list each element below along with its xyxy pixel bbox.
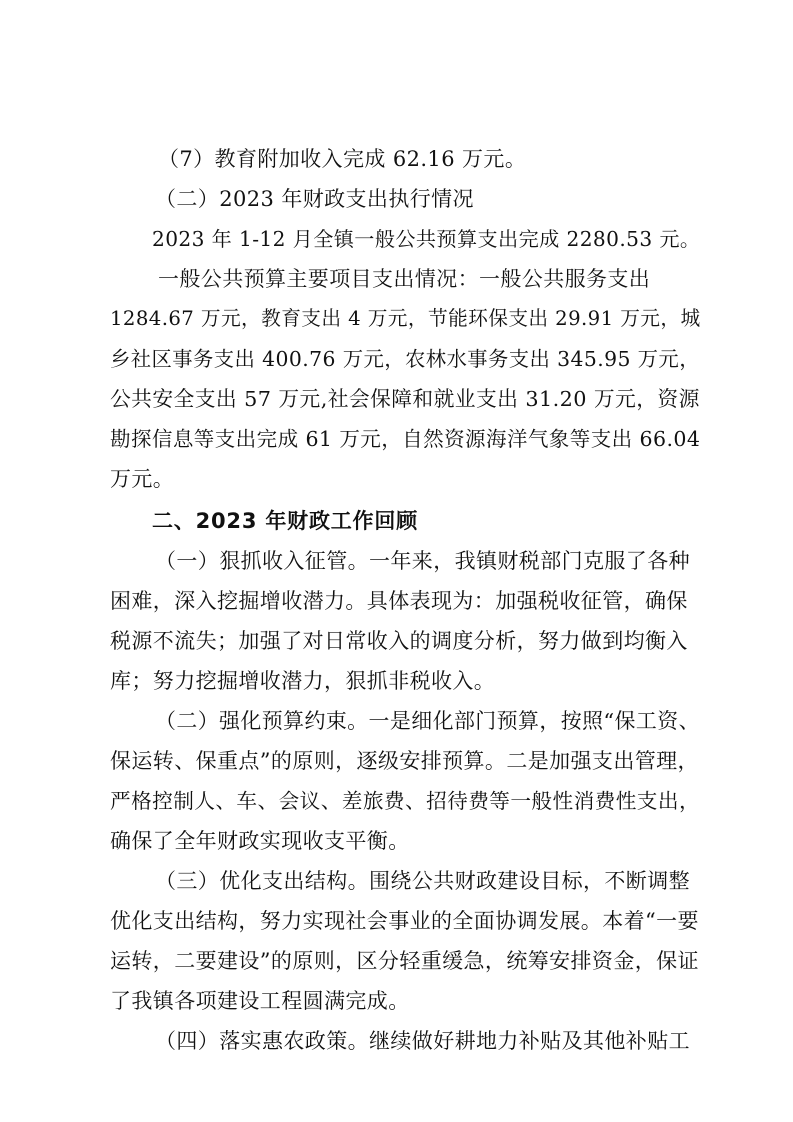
expenditure-detail-line-5: 勘探信息等支出完成 61 万元，自然资源海洋气象等支出 66.04	[110, 427, 701, 451]
review-item-2-line-4: 确保了全年财政实现收支平衡。	[110, 829, 410, 853]
section-expenditure-heading: （二）2023 年财政支出执行情况	[155, 187, 474, 211]
review-item-3-line-3: 运转，二要建设”的原则，区分轻重缓急，统筹安排资金，保证	[110, 949, 699, 973]
review-item-1-line-3: 税源不流失；加强了对日常收入的调度分析，努力做到均衡入	[110, 629, 688, 653]
review-item-1-line-2: 困难，深入挖掘增收潜力。具体表现为：加强税收征管，确保	[110, 589, 688, 613]
review-item-1-line-1: （一）狠抓收入征管。一年来，我镇财税部门克服了各种	[155, 549, 690, 573]
review-item-2-line-3: 严格控制人、车、会议、差旅费、招待费等一般性消费性支出，	[110, 789, 701, 813]
review-item-1-line-4: 库；努力挖掘增收潜力，狠抓非税收入。	[110, 669, 496, 693]
review-item-2-line-2: 保运转、保重点”的原则，逐级安排预算。二是加强支出管理，	[110, 749, 699, 773]
review-item-4-line-1: （四）落实惠农政策。继续做好耕地力补贴及其他补贴工	[155, 1029, 690, 1053]
expenditure-detail-line-3: 乡社区事务支出 400.76 万元，农林水事务支出 345.95 万元，	[110, 347, 700, 371]
expenditure-total-line: 2023 年 1-12 月全镇一般公共预算支出完成 2280.53 元。	[152, 227, 701, 251]
revenue-item-7: （7）教育附加收入完成 62.16 万元。	[158, 147, 527, 171]
review-item-2-line-1: （二）强化预算约束。一是细化部门预算，按照“保工资、	[155, 709, 700, 733]
expenditure-detail-line-1: 一般公共预算主要项目支出情况：一般公共服务支出	[158, 267, 651, 291]
expenditure-detail-line-2: 1284.67 万元，教育支出 4 万元，节能环保支出 29.91 万元，城	[110, 307, 701, 330]
review-item-3-line-2: 优化支出结构，努力实现社会事业的全面协调发展。本着“一要	[110, 909, 699, 933]
review-item-3-line-1: （三）优化支出结构。围绕公共财政建设目标，不断调整	[155, 869, 690, 893]
review-item-3-line-4: 了我镇各项建设工程圆满完成。	[110, 989, 410, 1013]
section-review-heading: 二、2023 年财政工作回顾	[152, 509, 418, 533]
expenditure-detail-line-6: 万元。	[110, 467, 175, 491]
expenditure-detail-line-4: 公共安全支出 57 万元,社会保障和就业支出 31.20 万元，资源	[110, 387, 700, 411]
